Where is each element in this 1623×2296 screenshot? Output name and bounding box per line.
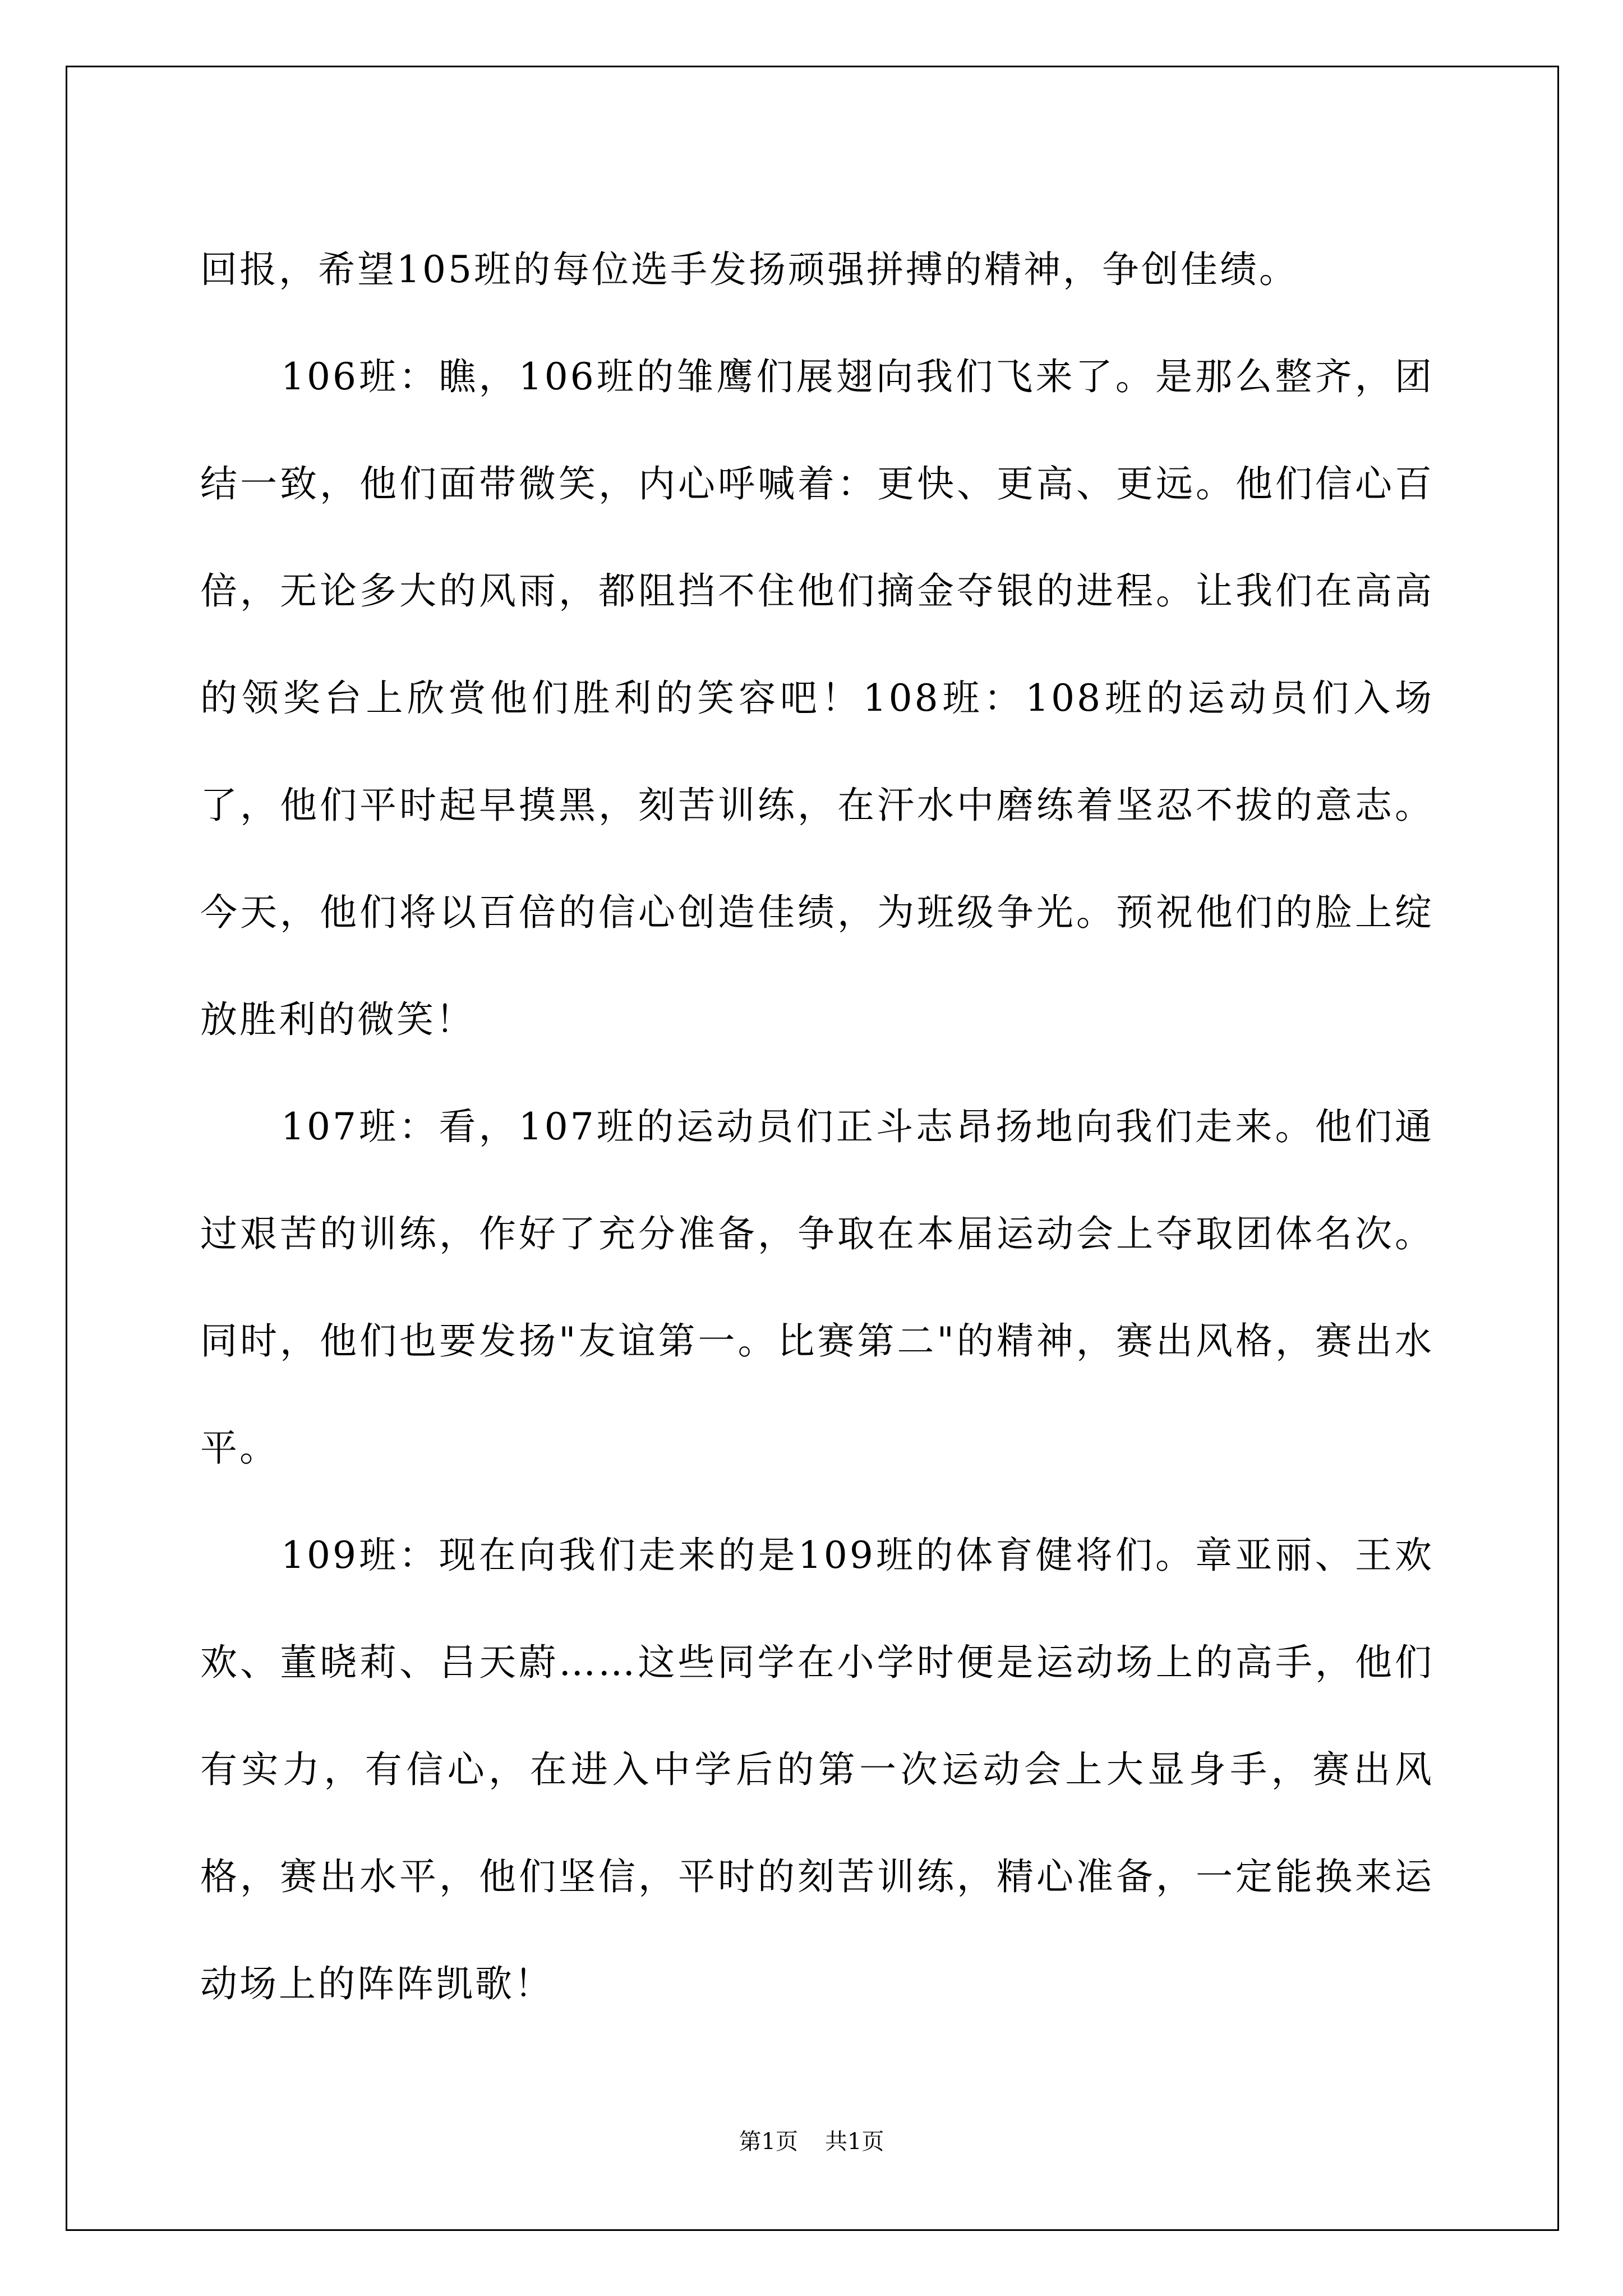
paragraph-1: 回报，希望105班的每位选手发扬顽强拼搏的精神，争创佳绩。 xyxy=(200,248,1298,291)
page-number: 第1页 xyxy=(739,2129,798,2155)
paragraph-3: 107班：看，107班的运动员们正斗志昂扬地向我们走来。他们通过艰苦的训练，作好了充分准备，争取在本届运动会上夺取团体名次。同时，他们也要发扬"友谊第一。比赛第二"的精神，赛出风格，赛出水平。 xyxy=(200,1105,1434,1470)
page-total: 共1页 xyxy=(825,2129,884,2155)
page-footer xyxy=(0,2124,1623,2156)
paragraph-2: 106班：瞧，106班的雏鹰们展翅向我们飞来了。是那么整齐，团结一致，他们面带微笑，内心呼喊着：更快、更高、更远。他们信心百倍，无论多大的风雨，都阻挡不住他们摘金夺银的进程。让我们在高高的领奖台上欣赏他们胜利的笑容吧！108班：108班的运动员们入场了，他们平时起早摸黑，刻苦训练，在汗水中磨练着坚忍不拔的意志。今天，他们将以百倍的信心创造佳绩，为班级争光。预祝他们的脸上绽放胜利的微笑！ xyxy=(200,355,1434,1041)
paragraph-4: 109班：现在向我们走来的是109班的体育健将们。章亚丽、王欢欢、董晓莉、吕天蔚……这些同学在小学时便是运动场上的高手，他们有实力，有信心，在进入中学后的第一次运动会上大显身手，赛出风格，赛出水平，他们坚信，平时的刻苦训练，精心准备，一定能换来运动场上的阵阵凯歌！ xyxy=(200,1534,1434,2005)
document-body xyxy=(200,216,1434,2037)
